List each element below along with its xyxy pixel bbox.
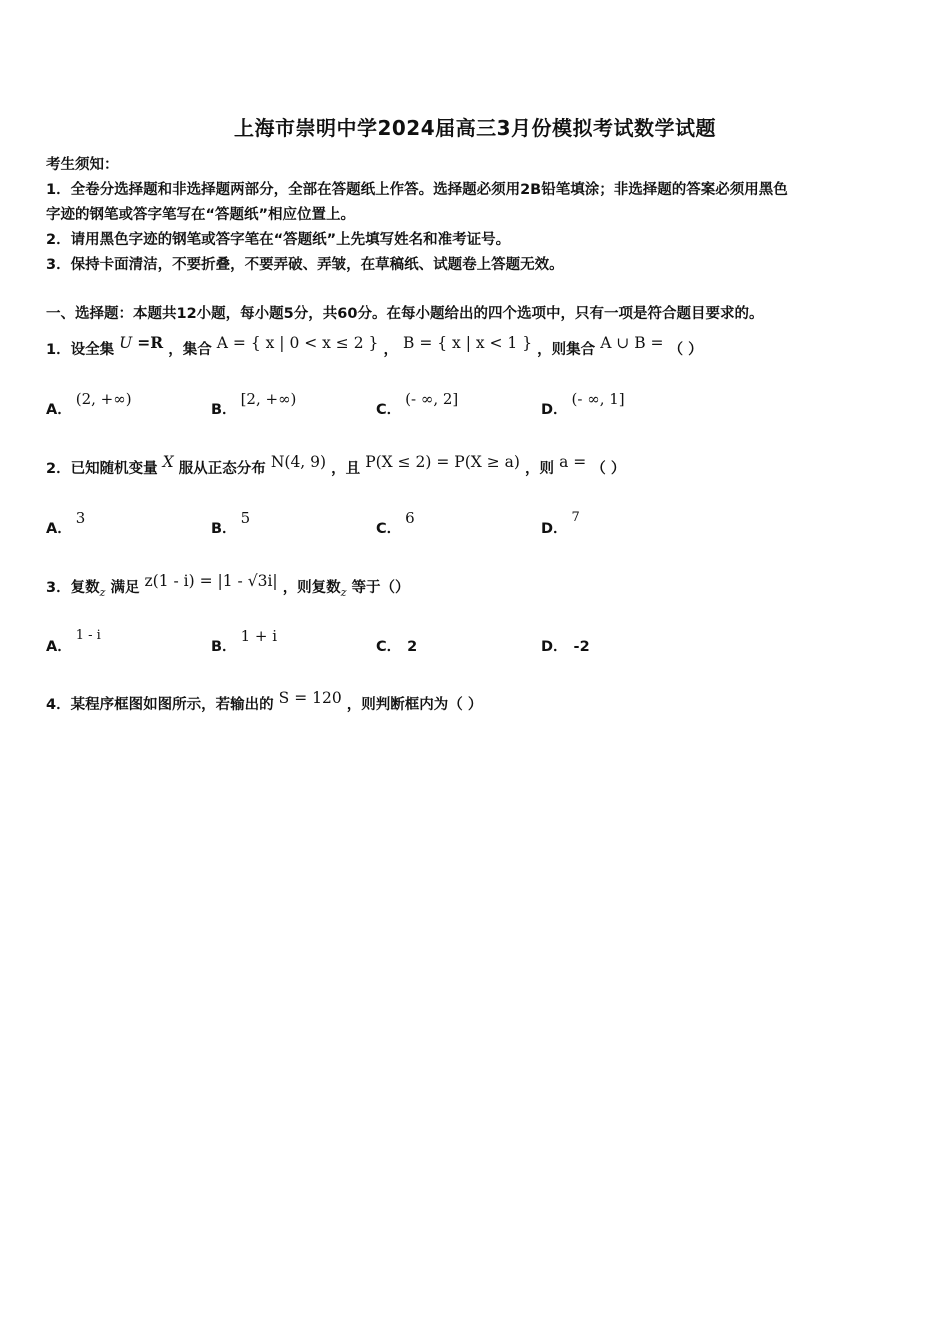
q1-math-R: =R bbox=[137, 333, 164, 352]
q2-text-2: 服从正态分布 bbox=[178, 461, 266, 477]
notice-item-1-cont: 字迹的钢笔或答字笔写在“答题纸”相应位置上。 bbox=[46, 207, 356, 223]
q1-text-4: ，则集合 bbox=[537, 342, 596, 358]
notice-item-3: 3．保持卡面清洁，不要折叠，不要弄破、弄皱，在草稿纸、试题卷上答题无效。 bbox=[46, 257, 564, 273]
q3-option-d[interactable]: D． -2 bbox=[541, 639, 590, 655]
q2-text-4: ，则 bbox=[525, 461, 554, 477]
q1-math-U: U bbox=[119, 334, 133, 352]
q3-text-2: 满足 bbox=[110, 580, 140, 596]
q2-math-X: X bbox=[162, 453, 174, 471]
q2-probability-eq: P(X ≤ 2) = P(X ≥ a) bbox=[365, 453, 520, 471]
question-1 bbox=[46, 333, 703, 359]
q4-text-2: ，则判断框内为（ ） bbox=[346, 697, 483, 713]
q1-text-2: ，集合 bbox=[168, 342, 212, 358]
q1-set-A: A = { x | 0 < x ≤ 2 } bbox=[216, 334, 379, 352]
q1-option-c[interactable]: C．(- ∞, 2] bbox=[376, 390, 459, 418]
question-3 bbox=[46, 572, 410, 599]
notice-item-1: 1．全卷分选择题和非选择题两部分，全部在答题纸上作答。选择题必须用2B铅笔填涂；非选择题的答案必须用黑色 bbox=[46, 182, 788, 198]
question-2 bbox=[46, 453, 626, 478]
q2-math-a: a = bbox=[559, 453, 587, 471]
q1-option-d[interactable]: D．(- ∞, 1] bbox=[541, 390, 625, 418]
q2-option-c[interactable]: C．6 bbox=[376, 509, 415, 537]
section-heading: 一、选择题：本题共12小题，每小题5分，共60分。在每小题给出的四个选项中，只有一项是符合题目要求的。 bbox=[46, 306, 764, 322]
q2-option-d[interactable]: D．7 bbox=[541, 510, 580, 537]
q2-normal-dist: N(4, 9) bbox=[270, 453, 327, 471]
q1-set-B: B = { x | x < 1 } bbox=[403, 334, 533, 352]
q4-math-s: S = 120 bbox=[278, 689, 342, 707]
q4-text-1: 4．某程序框图如图所示，若输出的 bbox=[46, 697, 274, 713]
q1-text-5: （ ） bbox=[668, 342, 703, 358]
q3-option-b[interactable]: B．1 + i bbox=[211, 627, 278, 655]
q3-math-z: z bbox=[99, 586, 106, 599]
notice-item-2: 2．请用黑色字迹的钢笔或答字笔在“答题纸”上先填写姓名和准考证号。 bbox=[46, 232, 511, 248]
q1-option-a[interactable]: A．(2, +∞) bbox=[46, 390, 132, 418]
q3-option-c[interactable]: C． 2 bbox=[376, 639, 418, 655]
q1-option-b[interactable]: B．[2, +∞) bbox=[211, 390, 297, 418]
q3-math-z-2: z bbox=[340, 586, 347, 599]
q1-union: A ∪ B = bbox=[600, 334, 664, 352]
q3-equation: z(1 - i) = |1 - √3i| bbox=[144, 572, 278, 590]
q2-text-3: ，且 bbox=[331, 461, 361, 477]
q3-text-4: 等于（） bbox=[351, 580, 410, 596]
q1-text-1: 1．设全集 bbox=[46, 342, 115, 358]
q1-text-3: ， bbox=[383, 342, 398, 358]
q3-text-1: 3．复数 bbox=[46, 580, 100, 596]
q2-text-5: （ ） bbox=[591, 461, 626, 477]
q3-text-3: ，则复数 bbox=[282, 580, 341, 596]
q2-text-1: 2．已知随机变量 bbox=[46, 461, 158, 477]
q2-option-b[interactable]: B．5 bbox=[211, 509, 251, 537]
q3-option-a[interactable]: A．1 - i bbox=[46, 628, 101, 655]
exam-title: 上海市崇明中学2024届高三3月份模拟考试数学试题 bbox=[233, 116, 717, 140]
q2-option-a[interactable]: A．3 bbox=[46, 509, 86, 537]
question-4 bbox=[46, 689, 483, 714]
notice-heading: 考生须知： bbox=[46, 157, 119, 173]
